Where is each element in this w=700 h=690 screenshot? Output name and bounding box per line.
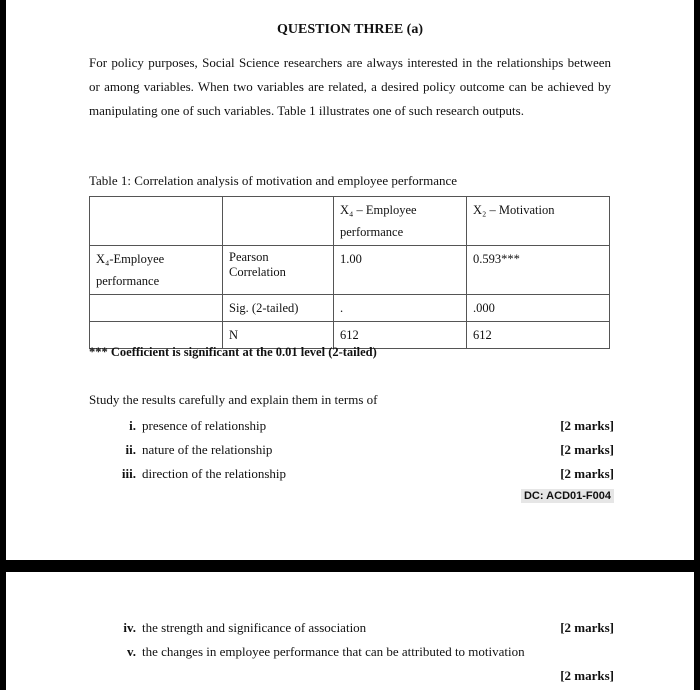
question-number: iii. [121,466,136,481]
stat-n: N [223,322,334,349]
question-text: nature of the relationship [142,442,273,457]
stat-sig-2-tailed: Sig. (2-tailed) [223,295,334,322]
question-marks: [2 marks] [560,442,614,457]
study-prompt: Study the results carefully and explain them in terms of [89,392,378,407]
header-x4-employee-performance: X₄ – Employee performance [334,197,467,246]
question-marks: [2 marks] [560,466,614,481]
n-x2-value: 612 [467,322,610,349]
question-text: the changes in employee performance that can be attributed to motivation [142,644,525,659]
table-row-sig [90,295,610,322]
correlation-table [89,196,610,349]
table-header-row [90,197,610,246]
table-row-pearson [90,246,610,295]
page-one [6,0,694,560]
n-x4-value: 612 [334,322,467,349]
table-cell-empty [90,197,223,246]
pearson-x2-value: 0.593*** [467,246,610,295]
sig-x4-value: . [334,295,467,322]
stat-pearson-correlation: Pearson Correlation [223,246,334,295]
question-marks: [2 marks] [560,620,614,635]
question-text: direction of the relationship [142,466,287,481]
question-text: the strength and significance of association [142,620,367,635]
document-code: DC: ACD01-F004 [521,489,614,503]
question-number: iv. [123,620,136,635]
sig-x2-value: .000 [467,295,610,322]
question-title: QUESTION THREE (a) [277,22,423,37]
question-text: presence of relationship [142,418,267,433]
question-number: ii. [125,442,136,457]
question-marks: [2 marks] [560,418,614,433]
question-number: i. [129,418,136,433]
page-two [6,572,694,690]
row-label-employee-performance: X₄-Employee performance [90,246,223,295]
question-number: v. [126,644,136,659]
intro-paragraph: For policy purposes, Social Science researchers are always interested in the relationships between or among variables. When two variables are related, a desired policy outcome can be achieved by manipulating one of such variables. Table 1 illustrates one of such research outputs. [89,55,611,118]
table-caption: Table 1: Correlation analysis of motivation and employee performance [89,173,458,188]
table-cell-empty [90,295,223,322]
table-cell-empty [223,197,334,246]
significance-footnote: *** Coefficient is significant at the 0.01 level (2-tailed) [89,345,377,359]
question-marks: [2 marks] [560,668,614,683]
header-x2-motivation: X₂ – Motivation [467,197,610,246]
pearson-x4-value: 1.00 [334,246,467,295]
